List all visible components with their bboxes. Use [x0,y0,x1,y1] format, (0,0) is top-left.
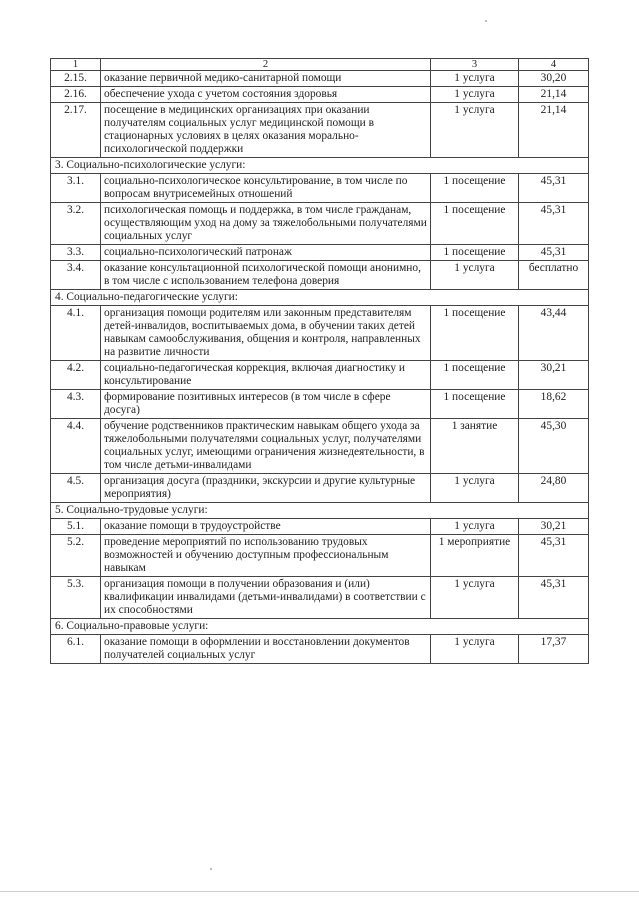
service-price: 18,62 [519,390,589,419]
table-row [51,306,589,361]
section-title: 5. Социально-трудовые услуги: [51,503,589,519]
service-unit: 1 услуга [431,577,519,619]
service-price: 45,31 [519,203,589,245]
header-col-1: 1 [51,59,101,71]
service-price: 30,20 [519,71,589,87]
header-col-3: 3 [431,59,519,71]
row-number: 3.3. [51,245,101,261]
table-row [51,577,589,619]
service-description: посещение в медицинских организациях при оказании получателям социальных услуг медицинской помощи в стационарных условиях в целях оказания морально-психологической поддержки [101,103,431,158]
service-unit: 1 услуга [431,474,519,503]
service-price: 21,14 [519,103,589,158]
row-number: 4.1. [51,306,101,361]
service-price: 30,21 [519,519,589,535]
table-row [51,71,589,87]
service-unit: 1 услуга [431,103,519,158]
section-header-row [51,619,589,635]
service-description: организация помощи в получении образования и (или) квалификации инвалидами (детьми-инвалидами) в соответствии с их способностями [101,577,431,619]
row-number: 4.5. [51,474,101,503]
row-number: 4.3. [51,390,101,419]
service-unit: 1 услуга [431,71,519,87]
service-description: обучение родственников практическим навыкам общего ухода за тяжелобольными получателями социальных услуг, получателями социальных услуг, имеющими ограничения жизнедеятельности, в том числе детьми-инвалидами [101,419,431,474]
table-row [51,519,589,535]
table-row [51,103,589,158]
service-description: социально-психологический патронаж [101,245,431,261]
scan-speck [485,20,487,22]
row-number: 2.15. [51,71,101,87]
service-description: оказание первичной медико-санитарной помощи [101,71,431,87]
service-unit: 1 посещение [431,203,519,245]
service-unit: 1 услуга [431,87,519,103]
service-unit: 1 посещение [431,245,519,261]
row-number: 3.2. [51,203,101,245]
service-price: 45,31 [519,245,589,261]
service-price: 45,31 [519,577,589,619]
row-number: 5.2. [51,535,101,577]
table-row [51,245,589,261]
service-description: оказание помощи в оформлении и восстановлении документов получателей социальных услуг [101,635,431,664]
service-description: проведение мероприятий по использованию трудовых возможностей и обучению доступным профессиональным навыкам [101,535,431,577]
service-unit: 1 занятие [431,419,519,474]
service-unit: 1 услуга [431,519,519,535]
service-description: оказание помощи в трудоустройстве [101,519,431,535]
service-price: 24,80 [519,474,589,503]
service-price: 21,14 [519,87,589,103]
row-number: 3.1. [51,174,101,203]
section-title: 4. Социально-педагогические услуги: [51,290,589,306]
table-row [51,203,589,245]
header-row [51,59,589,71]
table-row [51,535,589,577]
row-number: 3.4. [51,261,101,290]
section-header-row [51,158,589,174]
table-row [51,87,589,103]
service-price: 45,31 [519,174,589,203]
service-unit: 1 мероприятие [431,535,519,577]
scan-speck [210,868,212,870]
table-row [51,390,589,419]
section-title: 3. Социально-психологические услуги: [51,158,589,174]
row-number: 4.4. [51,419,101,474]
section-header-row [51,290,589,306]
table-row [51,361,589,390]
row-number: 4.2. [51,361,101,390]
table-body [51,71,589,664]
service-price: 45,30 [519,419,589,474]
header-col-4: 4 [519,59,589,71]
service-price: 43,44 [519,306,589,361]
table-row [51,635,589,664]
scan-edge-line [0,891,639,892]
service-description: обеспечение ухода с учетом состояния здоровья [101,87,431,103]
table-row [51,174,589,203]
service-unit: 1 услуга [431,261,519,290]
service-price: 30,21 [519,361,589,390]
section-title: 6. Социально-правовые услуги: [51,619,589,635]
service-price: 45,31 [519,535,589,577]
row-number: 5.3. [51,577,101,619]
row-number: 5.1. [51,519,101,535]
service-description: оказание консультационной психологической помощи анонимно, в том числе с использованием телефона доверия [101,261,431,290]
service-description: социально-педагогическая коррекция, включая диагностику и консультирование [101,361,431,390]
section-header-row [51,503,589,519]
service-unit: 1 посещение [431,174,519,203]
table-row [51,419,589,474]
service-unit: 1 посещение [431,390,519,419]
service-description: организация досуга (праздники, экскурсии и другие культурные мероприятия) [101,474,431,503]
service-description: социально-психологическое консультирование, в том числе по вопросам внутрисемейных отношений [101,174,431,203]
service-unit: 1 посещение [431,361,519,390]
row-number: 2.17. [51,103,101,158]
service-description: формирование позитивных интересов (в том числе в сфере досуга) [101,390,431,419]
service-unit: 1 услуга [431,635,519,664]
row-number: 2.16. [51,87,101,103]
header-col-2: 2 [101,59,431,71]
service-description: психологическая помощь и поддержка, в том числе гражданам, осуществляющим уход на дому за тяжелобольными получателями социальных услуг [101,203,431,245]
service-price: 17,37 [519,635,589,664]
service-price: бесплатно [519,261,589,290]
service-unit: 1 посещение [431,306,519,361]
row-number: 6.1. [51,635,101,664]
services-table [50,58,589,664]
table-row [51,261,589,290]
service-description: организация помощи родителям или законным представителям детей-инвалидов, воспитываемых дома, в обучении таких детей навыкам самообслуживания, общения и контроля, направленных на развитие личности [101,306,431,361]
table-row [51,474,589,503]
